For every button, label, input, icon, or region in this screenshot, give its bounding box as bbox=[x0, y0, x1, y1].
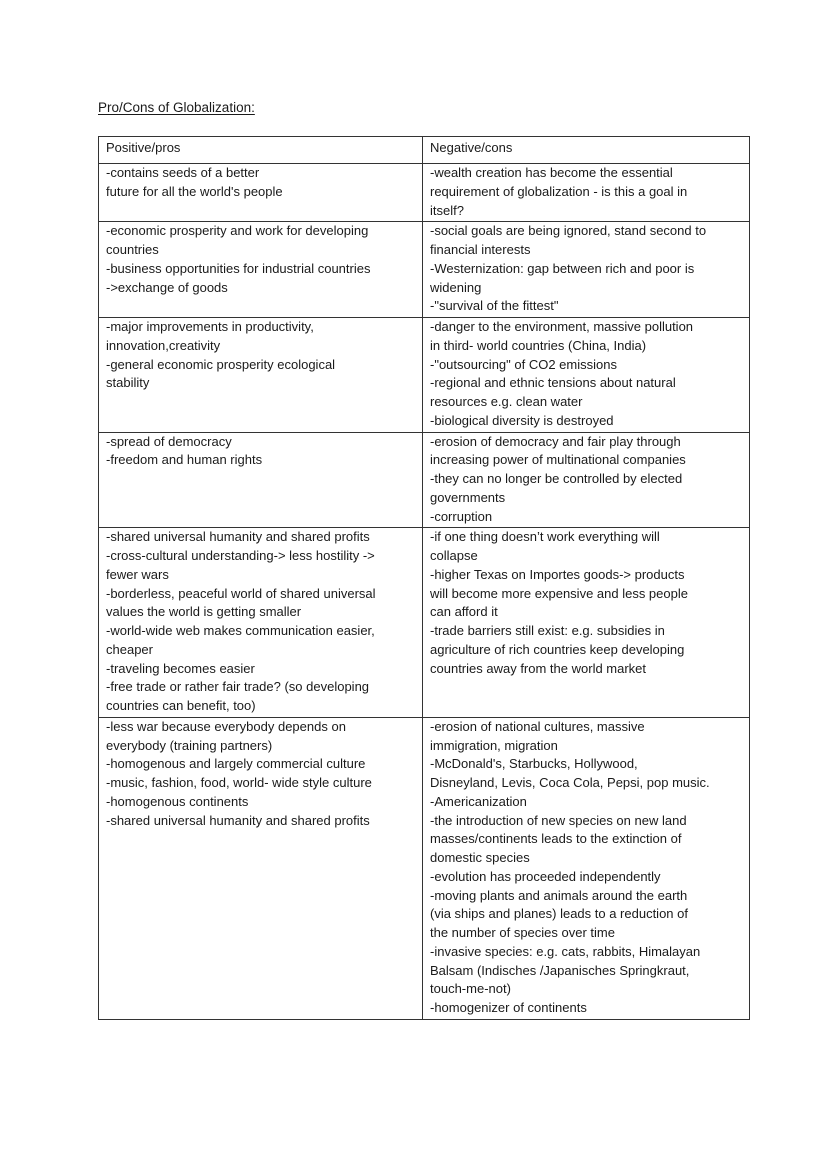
con-cell: -erosion of democracy and fair play through increasing power of multinational companies -they can no longer be controlled by elected governments -corruption bbox=[423, 432, 750, 528]
header-pros: Positive/pros bbox=[99, 137, 423, 164]
pro-cell: -less war because everybody depends on everybody (training partners) -homogenous and largely commercial culture -music, fashion, food, world- wide style culture -homogenous continents -shared universal humanity and shared profits bbox=[99, 717, 423, 1019]
page-title: Pro/Cons of Globalization: bbox=[98, 100, 255, 115]
table-row bbox=[99, 222, 750, 318]
table-row bbox=[99, 717, 750, 1019]
pro-cell: -contains seeds of a better future for all the world's people bbox=[99, 164, 423, 222]
pro-cell: -economic prosperity and work for developing countries -business opportunities for industrial countries ->exchange of goods bbox=[99, 222, 423, 318]
pro-cell: -major improvements in productivity, innovation,creativity -general economic prosperity ecological stability bbox=[99, 318, 423, 433]
con-cell: -erosion of national cultures, massive immigration, migration -McDonald's, Starbucks, Hollywood, Disneyland, Levis, Coca Cola, Pepsi, pop music. -Americanization -the introduction of new species on new land masses/continents leads to the extinction of domestic species -evolution has proceeded independently -moving plants and animals around the earth (via ships and planes) leads to a reduction of the number of species over time -invasive species: e.g. cats, rabbits, Himalayan Balsam (Indisches /Japanisches Springkraut, touch-me-not) -homogenizer of continents bbox=[423, 717, 750, 1019]
table-row bbox=[99, 528, 750, 718]
pro-cell: -spread of democracy -freedom and human rights bbox=[99, 432, 423, 528]
table-row bbox=[99, 432, 750, 528]
table-header-row bbox=[99, 137, 750, 164]
con-cell: -wealth creation has become the essential requirement of globalization - is this a goal in itself? bbox=[423, 164, 750, 222]
table-row bbox=[99, 164, 750, 222]
con-cell: -danger to the environment, massive pollution in third- world countries (China, India) -"outsourcing" of CO2 emissions -regional and ethnic tensions about natural resources e.g. clean water -biological diversity is destroyed bbox=[423, 318, 750, 433]
table-row bbox=[99, 318, 750, 433]
header-cons: Negative/cons bbox=[423, 137, 750, 164]
pros-cons-table bbox=[98, 136, 750, 1020]
con-cell: -if one thing doesn’t work everything will collapse -higher Texas on Importes goods-> products will become more expensive and less people can afford it -trade barriers still exist: e.g. subsidies in agriculture of rich countries keep developing countries away from the world market bbox=[423, 528, 750, 718]
pro-cell: -shared universal humanity and shared profits -cross-cultural understanding-> less hostility -> fewer wars -borderless, peaceful world of shared universal values the world is getting smaller -world-wide web makes communication easier, cheaper -traveling becomes easier -free trade or rather fair trade? (so developing countries can benefit, too) bbox=[99, 528, 423, 718]
con-cell: -social goals are being ignored, stand second to financial interests -Westernization: gap between rich and poor is widening -"survival of the fittest" bbox=[423, 222, 750, 318]
